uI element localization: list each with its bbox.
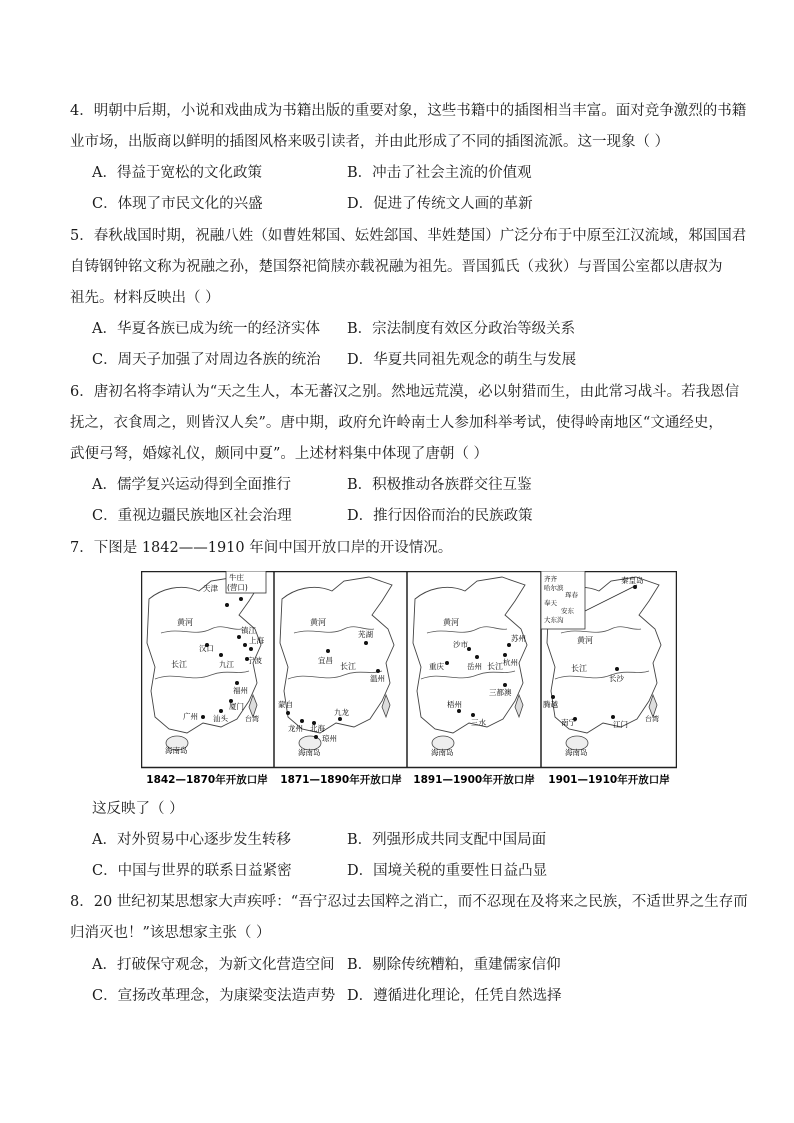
map-label-shashi: 沙市 [453,640,468,649]
map-label-shanghai: 上海 [249,636,264,645]
question-7-line-1: 7．下图是 1842——1910 年间中国开放口岸的开设情况。 [70,540,453,556]
question-8-line-2: 归消灭也！”该思想家主张（ ） [70,925,271,941]
map-label-hainan: 海南岛 [298,748,321,757]
map-label-longzhou: 龙州 [288,724,303,733]
map-label-fuzhou: 福州 [233,686,248,695]
map-label-yellow-river: 黄河 [577,636,593,645]
map-label-jiangmen: 江门 [613,720,628,729]
map-label-chongqing: 重庆 [429,662,444,671]
question-4 [70,96,747,158]
question-4-line-1: 4．明朝中后期，小说和戏曲成为书籍出版的重要对象，这些书籍中的插图相当丰富。面对竞争激烈的书籍 [70,103,747,119]
option-b[interactable]: B．剔除传统糟粕，重建儒家信仰 [347,957,561,973]
option-c[interactable]: C．体现了市民文化的兴盛 [92,196,263,212]
question-7 [70,533,730,564]
option-b[interactable]: B．宗法制度有效区分政治等级关系 [347,321,576,337]
inset-label-andong: 安东 [561,607,574,615]
question-5-line-2: 自铸钢钟铭文称为祝融之孙，楚国祭祀简牍亦载祝融为祖先。晋国狐氏（戎狄）与晋国公室都以唐叔为 [70,259,723,275]
treaty-ports-maps [141,571,677,789]
option-a[interactable]: A．对外贸易中心逐步发生转移 [92,832,291,848]
question-8-options [92,950,732,1012]
map-label-zhenjiang: 镇江 [241,626,256,635]
option-d[interactable]: D．华夏共同祖先观念的萌生与发展 [347,352,577,368]
map-label-hainan: 海南岛 [165,746,188,755]
map-label-qiongzhou: 琼州 [322,734,337,743]
option-c[interactable]: C．周天子加强了对周边各族的统治 [92,352,321,368]
question-7-options [92,825,732,887]
option-b[interactable]: B．冲击了社会主流的价值观 [347,165,532,181]
map-label-sanshui: 三水 [471,718,486,727]
map-label-qinhuangdao: 秦皇岛 [621,576,644,585]
map-label-ningbo: 宁波 [247,656,262,665]
question-6-line-3: 武便弓弩，婚嫁礼仪，颇同中夏”。上述材料集中体现了唐朝（ ） [70,446,489,462]
option-b[interactable]: B．列强形成共同支配中国局面 [347,832,547,848]
question-8 [70,887,748,949]
map-label-yangtze: 长江 [487,662,503,671]
map-label-changsha: 长沙 [609,674,624,683]
question-6 [70,377,740,470]
question-5-options [92,314,732,376]
map-label-nanning: 南宁 [561,718,576,727]
map-label-taiwan: 台湾 [245,715,259,723]
inset-label-dadonggou: 大东沟 [544,616,564,624]
map-label-tengyue: 腾越 [543,700,558,709]
inset-label-haerbin: 哈尔滨 [544,584,564,592]
map-label-yangtze: 长江 [171,660,187,669]
map-label-hainan: 海南岛 [431,748,454,757]
map-label-jiulong: 九龙 [334,708,349,717]
question-5 [70,221,747,314]
map-caption-1: 1842—1870年开放口岸 [146,774,268,786]
option-c[interactable]: C．中国与世界的联系日益紧密 [92,863,292,879]
question-8-line-1: 8．20 世纪初某思想家大声疾呼：“吾宁忍过去国粹之消亡，而不忍现在及将来之民族，不适世界之生存而 [70,894,748,910]
map-label-tianjin: 天津 [203,584,218,593]
map-label-taiwan: 台湾 [645,715,659,723]
question-4-line-2: 业市场，出版商以鲜明的插图风格来吸引读者，并由此形成了不同的插图流派。这一现象（ ） [70,134,670,150]
option-a[interactable]: A．华夏各族已成为统一的经济实体 [92,321,320,337]
map-label-yingkou: (营口) [227,583,248,592]
map-label-wuhu: 芜湖 [358,630,373,639]
question-5-line-1: 5．春秋战国时期，祝融八姓（如曹姓邾国、妘姓郐国、芈姓楚国）广泛分布于中原至江汉流域，邾国国君 [70,228,747,244]
map-label-xiamen: 厦门 [229,702,244,711]
option-c[interactable]: C．宣扬改革理念，为康梁变法造声势 [92,988,336,1004]
map-label-niuzhuang: 牛庄 [229,573,244,582]
option-c[interactable]: C．重视边疆民族地区社会治理 [92,508,292,524]
map-caption-2: 1871—1890年开放口岸 [280,774,402,786]
inset-label-fengtian: 奉天 [544,599,557,607]
map-caption-3: 1891—1900年开放口岸 [413,774,535,786]
map-label-yangtze: 长江 [571,664,587,673]
inset-label-qiqi: 齐齐 [544,575,557,583]
map-label-beihai: 北海 [310,724,325,733]
map-label-wenzhou: 温州 [370,674,385,683]
map-label-hainan: 海南岛 [565,748,588,757]
map-label-yangtze: 长江 [340,662,356,671]
map-label-wuzhou: 梧州 [447,700,462,709]
map-label-guangzhou: 广州 [183,712,198,721]
option-d[interactable]: D．推行因俗而治的民族政策 [347,508,533,524]
map-label-shantou: 汕头 [213,714,228,723]
question-4-options [92,158,732,220]
option-a[interactable]: A．打破保守观念，为新文化营造空间 [92,957,335,973]
option-d[interactable]: D．国境关税的重要性日益凸显 [347,863,548,879]
inset-label-hunchun: 珲春 [565,591,578,599]
map-label-yichang: 宜昌 [318,656,333,665]
map-label-yuezhou: 岳州 [467,662,482,671]
map-label-sandu: 三都澳 [489,688,512,697]
map-label-suzhou: 苏州 [511,634,526,643]
map-label-jiujiang: 九江 [219,660,234,669]
option-d[interactable]: D．促进了传统文人画的革新 [347,196,533,212]
map-label-mengzi: 蒙自 [278,700,293,709]
map-caption-4: 1901—1910年开放口岸 [548,774,670,786]
map-label-hankou: 汉口 [199,644,214,653]
option-a[interactable]: A．得益于宽松的文化政策 [92,165,262,181]
map-label-yellow-river: 黄河 [310,618,326,627]
question-6-line-1: 6．唐初名将李靖认为“天之生人，本无蕃汉之别。然地远荒漠，必以射猎而生，由此常习战斗。若我恩信 [70,384,740,400]
question-6-line-2: 抚之，衣食周之，则皆汉人矣”。唐中期，政府允许岭南士人参加科举考试，使得岭南地区“文通经史， [70,415,723,431]
option-d[interactable]: D．遵循进化理论，任凭自然选择 [347,988,562,1004]
map-label-yellow-river: 黄河 [443,618,459,627]
option-a[interactable]: A．儒学复兴运动得到全面推行 [92,477,291,493]
map-label-yellow-river: 黄河 [177,618,193,627]
question-6-options [92,470,732,532]
question-7-stem-after [92,794,752,825]
option-b[interactable]: B．积极推动各族群交往互鉴 [347,477,532,493]
map-label-hangzhou: 杭州 [503,658,518,667]
question-5-line-3: 祖先。材料反映出（ ） [70,290,220,306]
question-7-line-2: 这反映了（ ） [92,801,184,817]
